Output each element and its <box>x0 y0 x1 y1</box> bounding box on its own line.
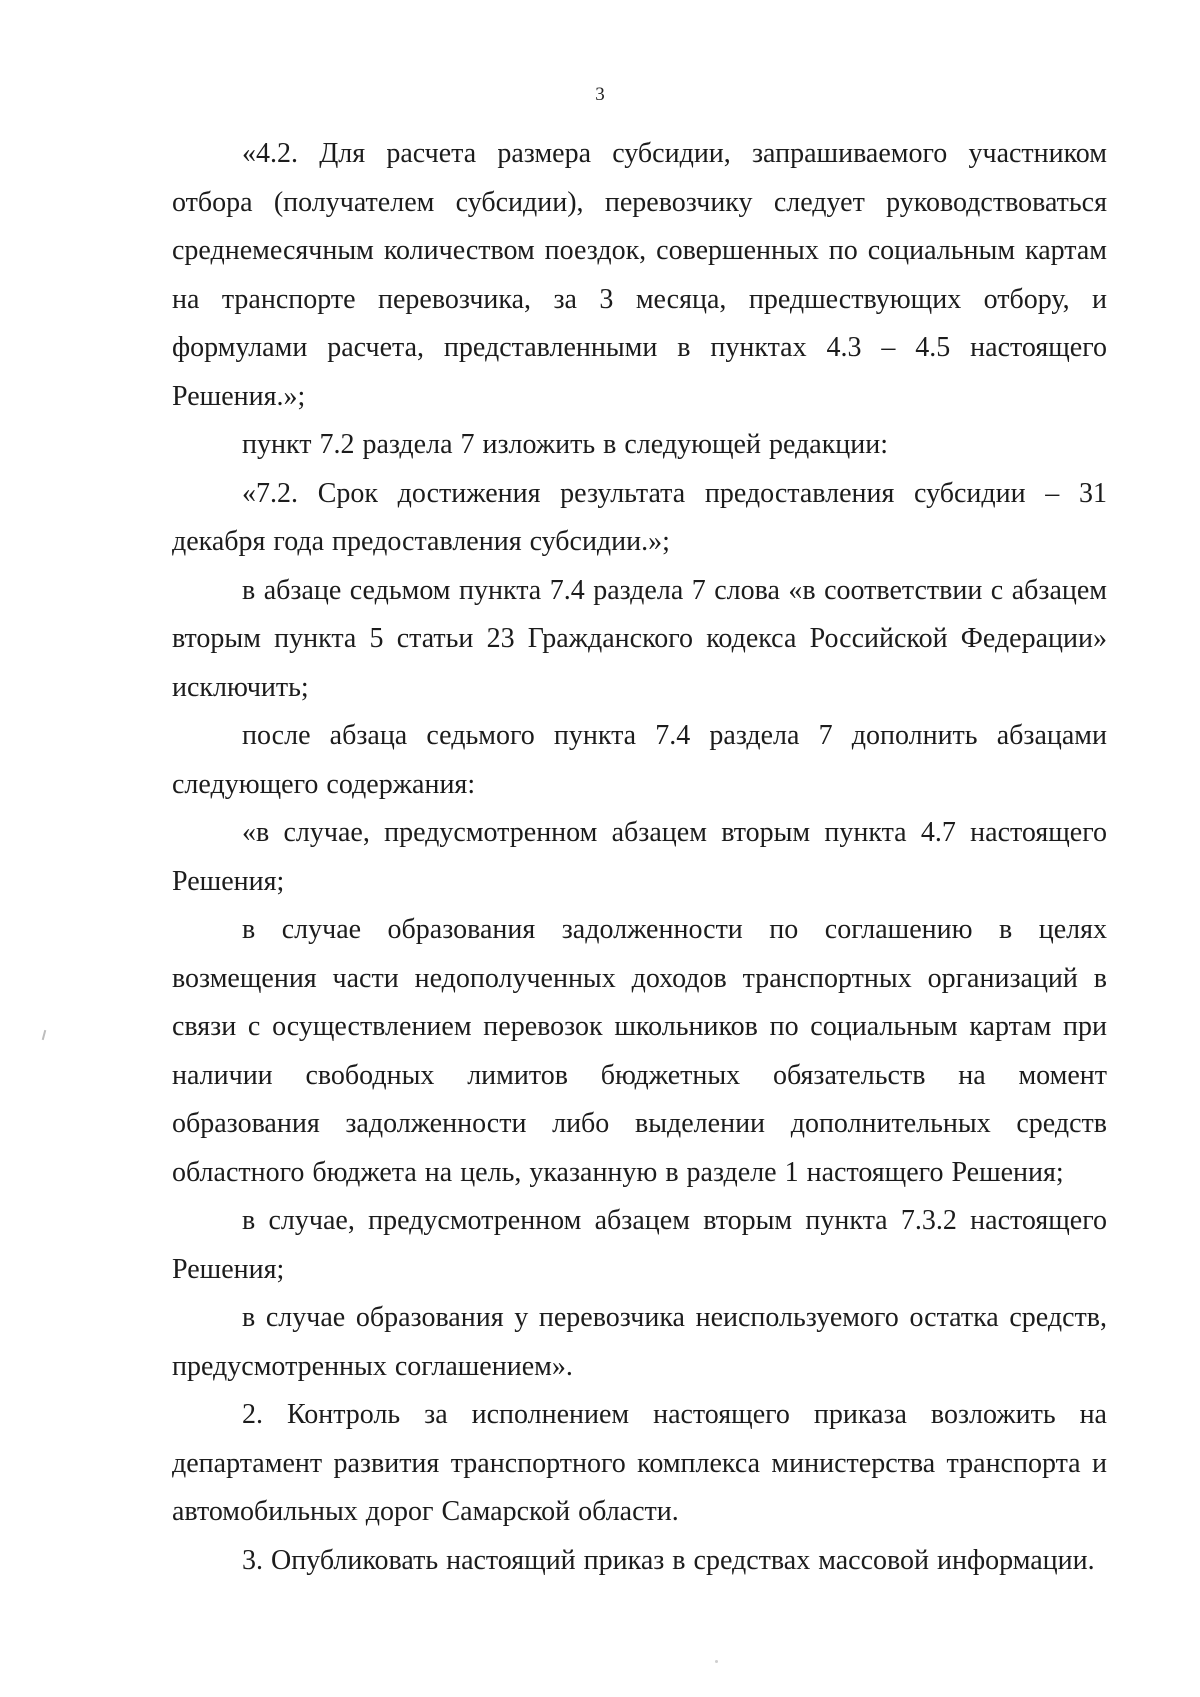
paragraph-case-7-3-2: в случае, предусмотренном абзацем вторым пункта 7.3.2 настоящего Решения; <box>172 1205 1107 1285</box>
paragraph-7-4-addition: после абзаца седьмого пункта 7.4 раздела 7 дополнить абзацами следующего содержания: <box>172 720 1107 800</box>
paragraph-publish: 3. Опубликовать настоящий приказ в средствах массовой информации. <box>242 1544 1095 1576</box>
paragraph-7-2-quote: «7.2. Срок достижения результата предоставления субсидии – 31 декабря года предоставления субсидии.»; <box>172 477 1107 557</box>
paragraph-case-debt: в случае образования задолженности по соглашению в целях возмещения части недополученных доходов транспортных организаций в связи с осуществлением перевозок школьников по социальным картам при наличии свободных лимитов бюджетных обязательств на момент образования задолженности либо выделении дополнительных средств областного бюджета на цель, указанную в разделе 1 настоящего Решения; <box>172 914 1107 1188</box>
scan-artifact-mark <box>42 1030 47 1040</box>
paragraph-7-4-exclusion: в абзаце седьмом пункта 7.4 раздела 7 слова «в соответствии с абзацем вторым пункта 5 статьи 23 Гражданского кодекса Российской Федерации» исключить; <box>172 574 1107 703</box>
paragraph-7-2-instruction: пункт 7.2 раздела 7 изложить в следующей редакции: <box>242 429 889 460</box>
scan-artifact-dot <box>715 1660 718 1663</box>
document-body <box>172 130 1107 1585</box>
paragraph-case-4-7: «в случае, предусмотренном абзацем вторым пункта 4.7 настоящего Решения; <box>172 817 1107 897</box>
paragraph-control: 2. Контроль за исполнением настоящего приказа возложить на департамент развития транспортного комплекса министерства транспорта и автомобильных дорог Самарской области. <box>172 1399 1107 1527</box>
paragraph-case-unused-funds: в случае образования у перевозчика неиспользуемого остатка средств, предусмотренных соглашением». <box>172 1302 1107 1382</box>
paragraph-4-2-quote: «4.2. Для расчета размера субсидии, запрашиваемого участником отбора (получателем субсидии), перевозчику следует руководствоваться среднемесячным количеством поездок, совершенных по социальным картам на транспорте перевозчика, за 3 месяца, предшествующих отбору, и формулами расчета, представленными в пунктах 4.3 – 4.5 настоящего Решения.»; <box>172 138 1107 412</box>
page-number: 3 <box>595 84 605 105</box>
